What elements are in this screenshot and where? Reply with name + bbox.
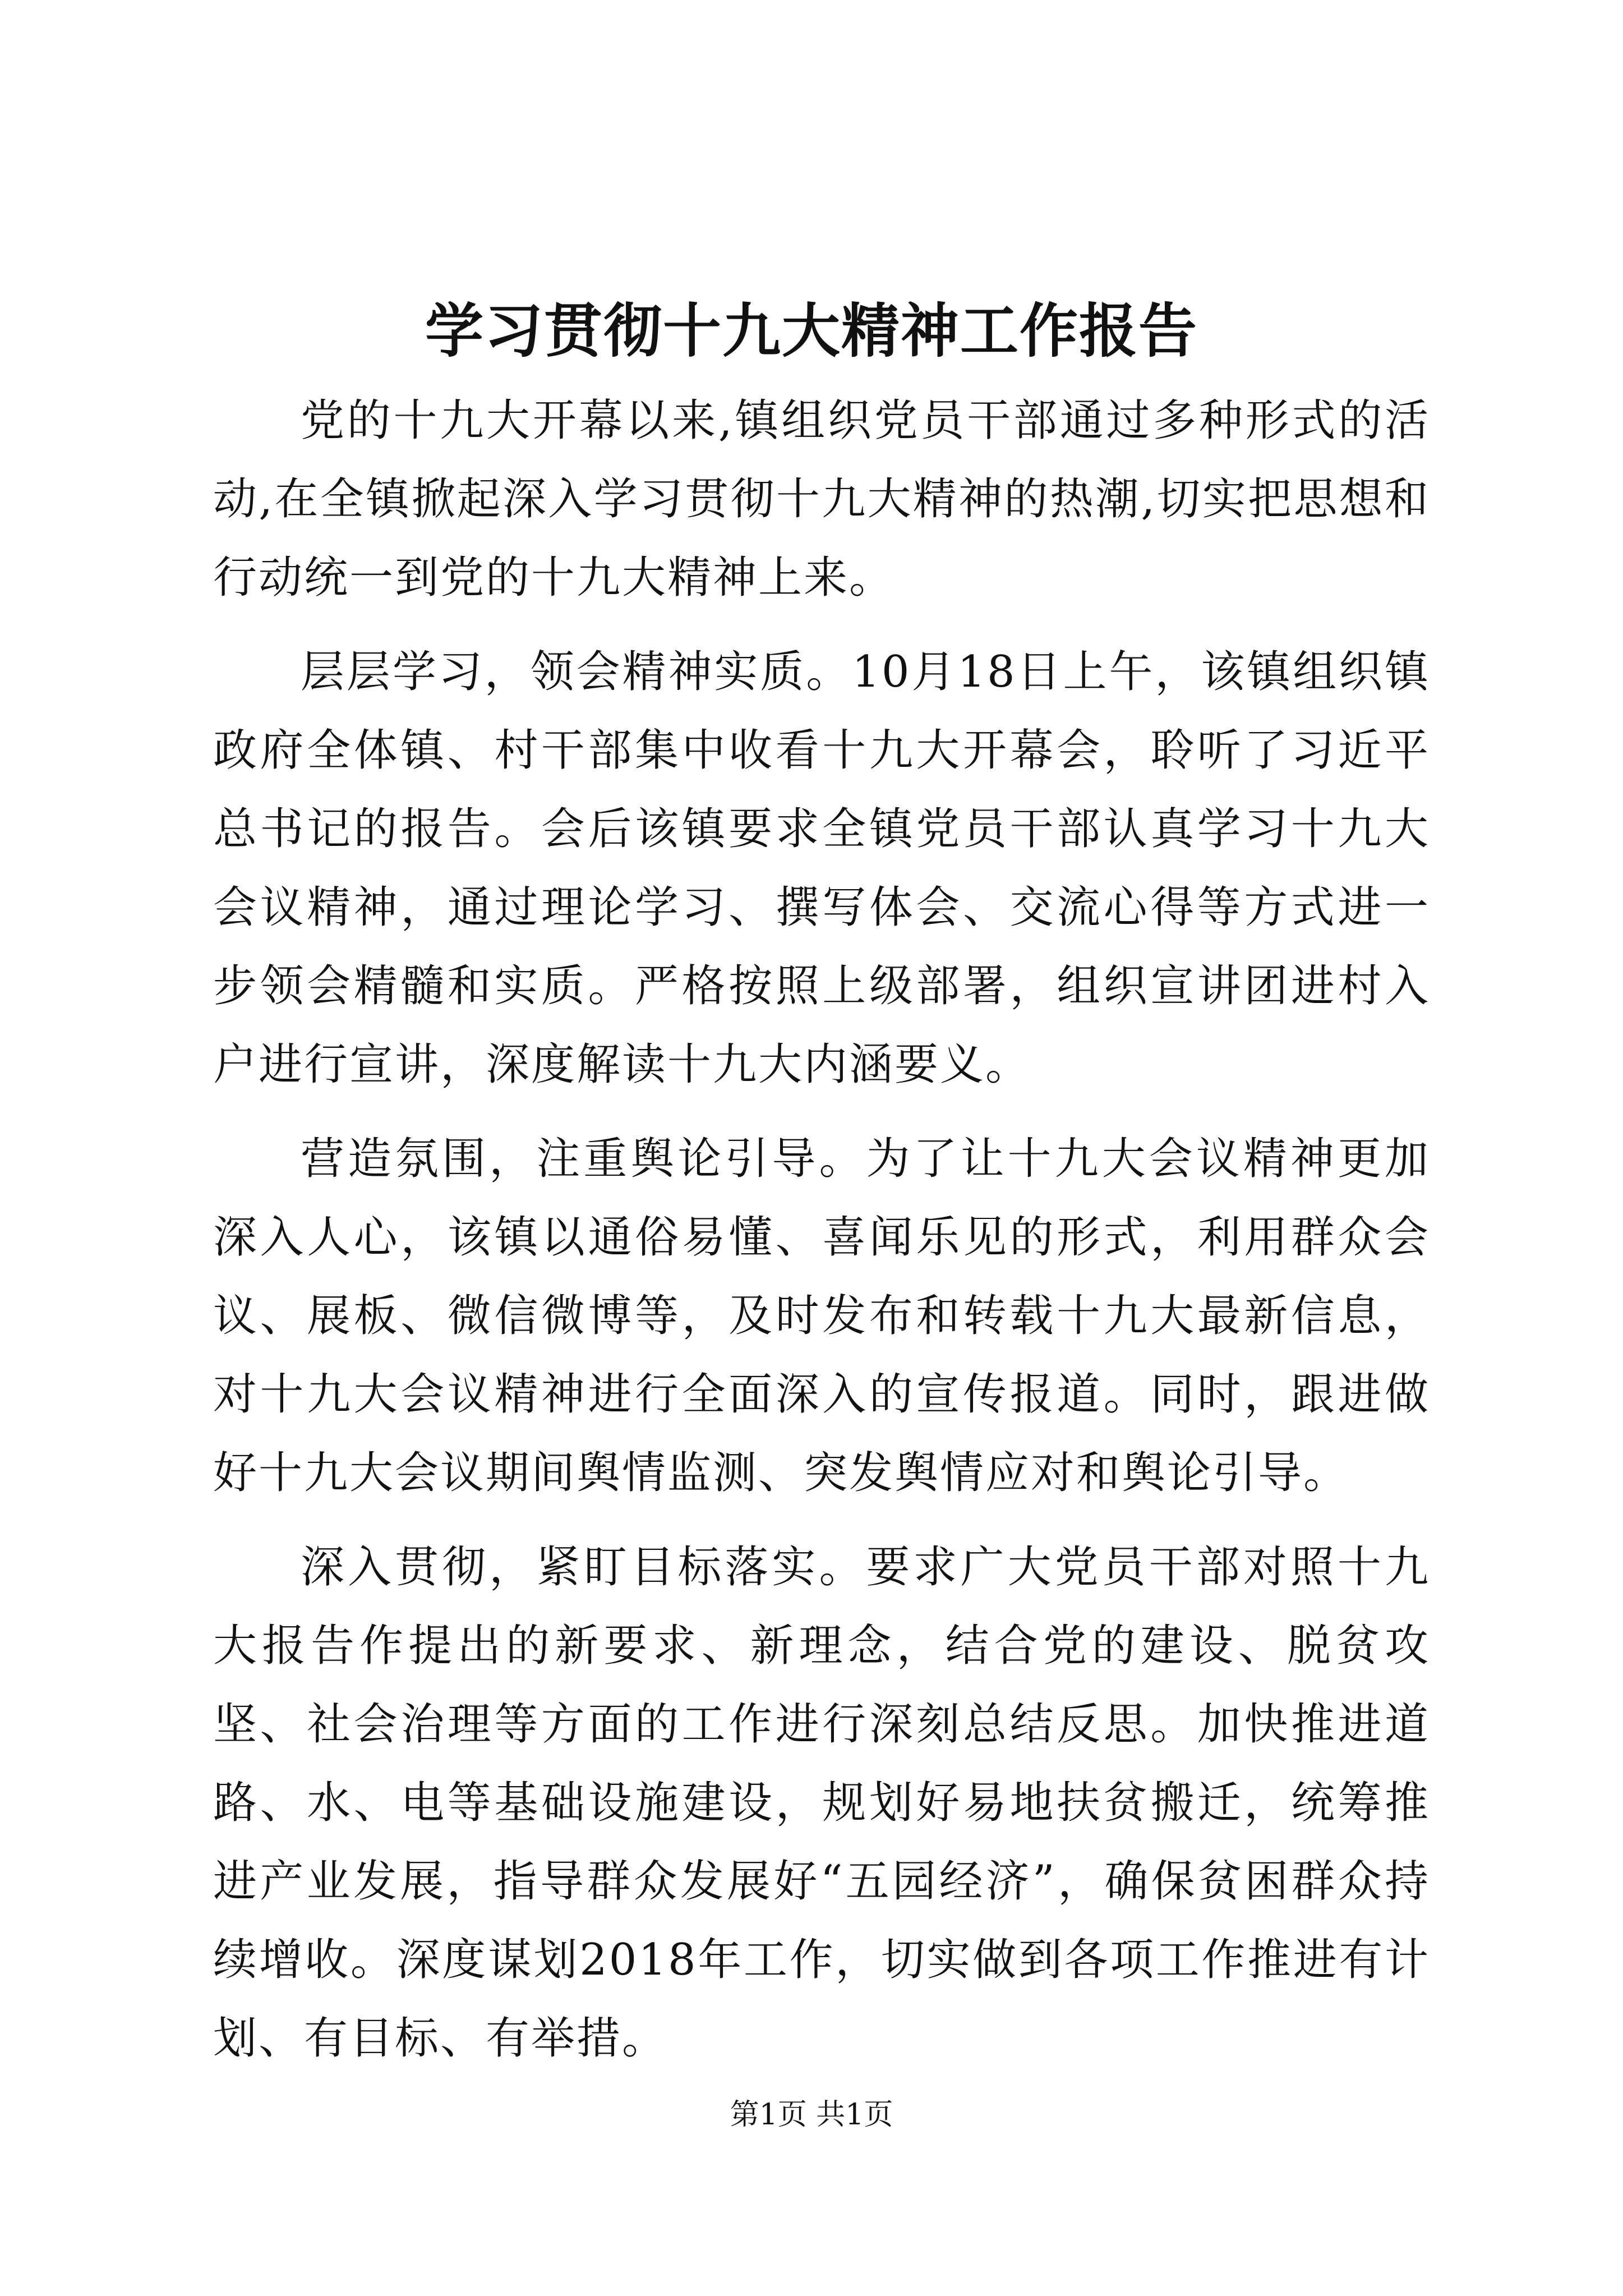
document-body <box>213 381 1430 2093</box>
page-footer: 第1页 共1页 <box>730 2098 893 2132</box>
paragraph-intro: 党的十九大开幕以来,镇组织党员干部通过多种形式的活动,在全镇掀起深入学习贯彻十九大精神的热潮,切实把思想和行动统一到党的十九大精神上来。 <box>213 395 1430 603</box>
document-title: 学习贯彻十九大精神工作报告 <box>425 296 1198 365</box>
paragraph-implementation: 深入贯彻，紧盯目标落实。要求广大党员干部对照十九大报告作提出的新要求、新理念，结合党的建设、脱贫攻坚、社会治理等方面的工作进行深刻总结反思。加快推进道路、水、电等基础设施建设，规划好易地扶贫搬迁，统筹推进产业发展，指导群众发展好“五园经济”，确保贫困群众持续增收。深度谋划2018年工作，切实做到各项工作推进有计划、有目标、有举措。 <box>213 1542 1430 2064</box>
paragraph-study: 层层学习，领会精神实质。10月18日上午，该镇组织镇政府全体镇、村干部集中收看十九大开幕会，聆听了习近平总书记的报告。会后该镇要求全镇党员干部认真学习十九大会议精神，通过理论学习、撰写体会、交流心得等方式进一步领会精髓和实质。严格按照上级部署，组织宣讲团进村入户进行宣讲，深度解读十九大内涵要义。 <box>213 647 1430 1090</box>
paragraph-atmosphere: 营造氛围，注重舆论引导。为了让十九大会议精神更加深入人心，该镇以通俗易懂、喜闻乐见的形式，利用群众会议、展板、微信微博等，及时发布和转载十九大最新信息，对十九大会议精神进行全面深入的宣传报道。同时，跟进做好十九大会议期间舆情监测、突发舆情应对和舆论引导。 <box>213 1134 1430 1498</box>
